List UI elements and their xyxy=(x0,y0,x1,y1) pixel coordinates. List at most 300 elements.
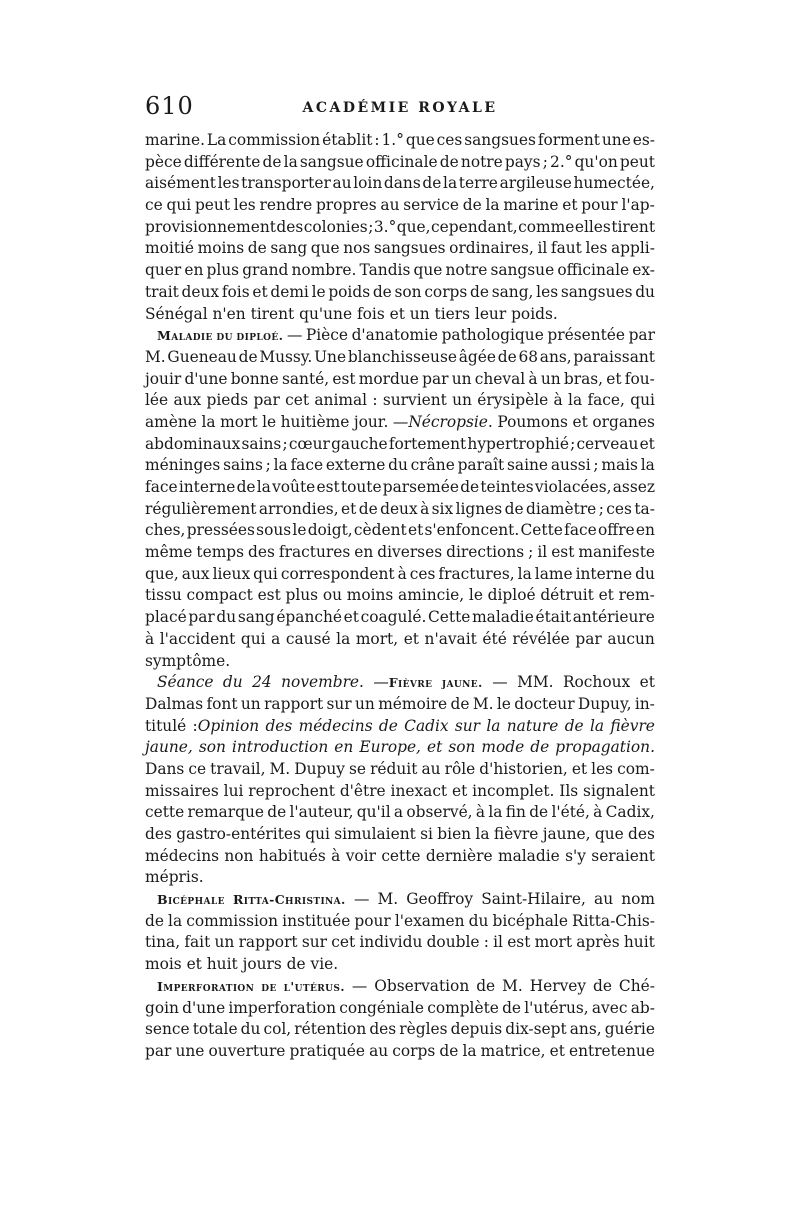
word: col, xyxy=(263,1020,292,1039)
word: Une xyxy=(314,347,347,366)
word: Dupuy, xyxy=(577,694,632,713)
word: qui xyxy=(305,825,330,843)
word: Tandis xyxy=(359,261,411,280)
word: au xyxy=(421,759,441,778)
word: officinale xyxy=(365,152,438,171)
word: différente xyxy=(183,152,261,171)
word: fractures xyxy=(278,543,351,562)
word: si xyxy=(420,825,433,843)
word: et xyxy=(606,369,622,388)
word: M. xyxy=(502,976,523,995)
word: érysipèle xyxy=(477,391,549,410)
word: Gueneau xyxy=(167,347,237,366)
text-line xyxy=(145,998,655,1020)
word: révélée xyxy=(512,629,570,648)
text-run: Sénégal n'en tirent qu'une fois et un tiers leur poids. xyxy=(145,304,558,323)
word: que xyxy=(310,239,340,258)
word: Dalmas xyxy=(145,694,204,713)
text-line xyxy=(145,759,655,781)
word: hypertrophié xyxy=(467,434,569,453)
word: sains xyxy=(241,434,282,453)
word: n'avait xyxy=(424,629,477,648)
word: son xyxy=(448,738,476,757)
word: moins xyxy=(197,239,245,258)
word: sous xyxy=(256,521,292,540)
word: ce xyxy=(145,196,163,215)
word: notre xyxy=(445,261,488,280)
word: du xyxy=(388,456,408,475)
word: des xyxy=(145,825,172,843)
word: — xyxy=(286,326,303,345)
word: terre xyxy=(458,174,498,193)
text-line xyxy=(145,152,655,174)
word: cet xyxy=(285,391,310,410)
word: fièvre xyxy=(493,825,539,843)
text-line xyxy=(145,260,655,282)
word: ches, xyxy=(145,521,186,540)
word: interne xyxy=(178,478,236,496)
word: la xyxy=(273,456,288,475)
word: l'utérus. xyxy=(283,978,345,994)
word: à xyxy=(475,803,486,822)
running-head: ACADÉMIE ROYALE xyxy=(302,100,498,116)
word: en xyxy=(334,738,354,757)
word: de xyxy=(450,694,470,713)
word: le xyxy=(311,282,326,301)
word: de xyxy=(593,976,612,995)
word: 2.° xyxy=(550,152,573,171)
word: depuis xyxy=(450,1020,503,1039)
text-line xyxy=(145,499,655,521)
word: mort xyxy=(534,933,573,952)
word: lui xyxy=(223,781,244,800)
word: médecins xyxy=(298,716,373,735)
word: assez xyxy=(612,478,655,496)
word: peut xyxy=(619,152,655,171)
word: toute xyxy=(340,478,382,496)
word: son xyxy=(394,282,422,301)
word: qu'il xyxy=(356,803,391,822)
word: au xyxy=(380,196,400,215)
word: au xyxy=(369,1041,389,1060)
text-run: symptôme. xyxy=(145,651,231,670)
word: — xyxy=(351,976,368,995)
word: doigt, xyxy=(307,521,353,540)
text-run: mépris. xyxy=(145,868,204,887)
word: se xyxy=(349,759,367,778)
word: rapport xyxy=(238,933,298,952)
word: des xyxy=(265,716,293,735)
word: rétention xyxy=(294,1020,367,1039)
word: de xyxy=(238,347,258,366)
word: gastro-entérites xyxy=(176,825,301,843)
word: même xyxy=(145,543,193,562)
word: pays xyxy=(504,152,541,171)
word: rem- xyxy=(618,586,655,605)
word: fin xyxy=(505,803,526,822)
word: ; xyxy=(528,543,534,562)
word: officinale xyxy=(557,261,630,280)
word: maladie xyxy=(497,846,560,865)
word: fois xyxy=(221,282,250,301)
word: la xyxy=(256,478,271,496)
word: Cadix xyxy=(404,716,449,735)
word: huit xyxy=(623,933,655,952)
word: antérieure xyxy=(572,608,655,627)
word: sur xyxy=(454,716,481,735)
word: Hervey xyxy=(529,976,587,995)
word: du xyxy=(216,608,237,627)
word: la xyxy=(475,825,490,843)
word: animal xyxy=(314,391,368,410)
word: cette xyxy=(145,803,185,822)
word: était xyxy=(535,608,572,627)
word: est xyxy=(257,586,281,605)
word: ordinaires, xyxy=(449,239,534,258)
word: lame xyxy=(534,564,573,583)
word: à xyxy=(331,846,341,865)
word: la xyxy=(640,456,655,475)
text-line xyxy=(145,369,655,391)
word: notre xyxy=(460,152,503,171)
word: teintes xyxy=(480,478,534,496)
word: ce xyxy=(188,759,207,778)
word: du xyxy=(635,282,655,301)
word: que, xyxy=(145,564,179,583)
word: 68 xyxy=(518,347,539,366)
word: ces xyxy=(409,564,436,583)
word: 1.° xyxy=(381,131,404,149)
word: parsemée xyxy=(382,478,459,496)
word: placé xyxy=(145,608,187,627)
word: propagation. xyxy=(555,738,655,757)
word: par xyxy=(628,326,655,345)
word: double xyxy=(426,933,480,952)
word: que xyxy=(594,825,624,843)
word: loin xyxy=(353,174,383,193)
word: M. xyxy=(145,347,166,366)
word: saine xyxy=(507,456,549,475)
word: sangsues xyxy=(560,282,633,301)
word: de xyxy=(378,716,398,735)
word: l'utérus, xyxy=(524,998,589,1017)
word: totale xyxy=(192,1020,238,1039)
word: la xyxy=(168,911,183,930)
word: plus xyxy=(285,586,319,605)
word: de xyxy=(529,803,549,822)
word: —Fièvre xyxy=(373,673,433,692)
word: de xyxy=(504,499,524,518)
text-line xyxy=(145,542,655,564)
word: diverses xyxy=(377,543,443,562)
word: la xyxy=(283,152,298,171)
word: deux xyxy=(181,282,220,301)
word: la xyxy=(568,391,583,410)
word: congéniale xyxy=(339,998,425,1017)
text-line xyxy=(145,672,655,694)
word: établit xyxy=(322,131,373,149)
text-line xyxy=(145,585,655,607)
word: reprochent xyxy=(248,781,335,800)
word: M. xyxy=(377,890,399,909)
word: ; xyxy=(265,456,271,475)
page-number: 610 xyxy=(145,92,194,120)
word: et xyxy=(639,673,655,692)
word: de xyxy=(502,998,522,1017)
word: que xyxy=(405,131,435,149)
text-line xyxy=(145,304,655,326)
text-line xyxy=(145,889,655,911)
word: de xyxy=(267,803,287,822)
text-line xyxy=(145,976,655,998)
text-line xyxy=(145,390,655,412)
word: seraient xyxy=(591,846,655,865)
word: en xyxy=(635,521,655,540)
word: à xyxy=(593,803,603,822)
text-line xyxy=(145,130,655,152)
word: des xyxy=(276,217,304,236)
word: de xyxy=(530,738,550,757)
word: et xyxy=(252,282,268,301)
word: de xyxy=(439,152,459,171)
word: instituée xyxy=(282,911,351,930)
word: fait xyxy=(184,933,211,952)
text-line xyxy=(145,629,655,651)
word: : xyxy=(483,933,489,952)
word: Cette xyxy=(520,521,563,540)
word: il xyxy=(493,933,503,952)
word: les xyxy=(591,759,614,778)
word: la xyxy=(336,629,351,648)
word: :Opinion xyxy=(192,716,260,735)
word: et xyxy=(403,629,419,648)
word: sang xyxy=(237,608,275,627)
word: individu xyxy=(359,933,423,952)
word: cerveau xyxy=(576,434,639,453)
word: sangsues xyxy=(373,239,446,258)
word: amincie, xyxy=(398,586,465,605)
word: d'une xyxy=(182,998,226,1017)
word: sangsues xyxy=(464,131,536,149)
word: l'examen xyxy=(394,911,465,930)
word: qui xyxy=(630,391,655,410)
text-line xyxy=(145,477,655,499)
word: in- xyxy=(634,694,655,713)
word: s'y xyxy=(565,846,586,865)
word: par xyxy=(145,1041,172,1060)
word: causé xyxy=(285,629,331,648)
word: pour xyxy=(581,196,618,215)
word: et xyxy=(426,738,443,757)
word: non xyxy=(224,846,254,865)
word: face xyxy=(564,521,597,540)
word: de xyxy=(460,478,480,496)
word: face xyxy=(290,456,324,475)
word: marine xyxy=(503,196,559,215)
word: des xyxy=(369,1020,397,1039)
word: Cadix, xyxy=(605,803,655,822)
word: cèdent xyxy=(353,521,407,540)
word: détruit xyxy=(540,586,594,605)
word: de xyxy=(358,499,378,518)
word: jaune, xyxy=(145,738,193,757)
word: paraît xyxy=(457,456,505,475)
word: M. xyxy=(269,759,291,778)
word: tirent xyxy=(611,217,655,236)
text-line xyxy=(145,347,655,369)
word: fractures, xyxy=(438,564,515,583)
word: interne xyxy=(575,564,633,583)
word: temps xyxy=(196,543,245,562)
word: de xyxy=(247,239,267,258)
word: habitués xyxy=(258,846,326,865)
word: Observation xyxy=(374,976,470,995)
word: crâne xyxy=(410,456,455,475)
word: Bicéphale xyxy=(157,892,225,908)
word: la xyxy=(488,803,503,822)
page-header xyxy=(145,92,655,126)
word: colonies xyxy=(303,217,368,236)
text-line xyxy=(145,824,655,846)
word: La xyxy=(206,131,227,149)
word: es- xyxy=(632,131,655,149)
word: pathologique xyxy=(441,326,544,345)
word: et xyxy=(343,608,359,627)
word: humectée, xyxy=(573,174,655,193)
word: M. xyxy=(472,694,494,713)
word: est xyxy=(332,369,356,388)
word: le xyxy=(468,586,483,605)
word: qui xyxy=(253,564,278,583)
word: de xyxy=(439,1041,459,1060)
word: est xyxy=(316,478,340,496)
text-line xyxy=(145,1019,655,1041)
word: offre xyxy=(598,521,635,540)
text-line xyxy=(145,846,655,868)
word: marine. xyxy=(145,131,205,149)
word: sence xyxy=(145,1020,190,1039)
word: par xyxy=(575,629,602,648)
text-line xyxy=(145,434,655,456)
word: nature xyxy=(506,716,559,735)
word: bonne xyxy=(230,369,279,388)
word: ex- xyxy=(632,261,655,280)
word: aisément xyxy=(145,174,216,193)
word: compact xyxy=(186,586,253,605)
word: —Nécropsie. xyxy=(392,412,493,431)
word: la xyxy=(462,1041,477,1060)
word: méninges xyxy=(145,456,221,475)
word: aux xyxy=(181,564,210,583)
word: à xyxy=(420,499,430,518)
text-line xyxy=(145,932,655,954)
text-line xyxy=(145,282,655,304)
word: sang, xyxy=(491,282,534,301)
word: elles xyxy=(574,217,611,236)
word: jaune, xyxy=(542,825,591,843)
word: amène xyxy=(145,412,197,431)
word: simulaient xyxy=(334,825,416,843)
word: ans, xyxy=(539,347,572,366)
word: la xyxy=(443,174,458,193)
word: âgée xyxy=(458,347,496,366)
word: qu'on xyxy=(574,152,618,171)
word: qui xyxy=(166,196,192,215)
word: MM. xyxy=(517,673,554,692)
word: trait xyxy=(145,282,179,301)
word: forment xyxy=(537,131,600,149)
word: fou- xyxy=(624,369,655,388)
word: cependant, xyxy=(431,217,518,236)
word: ou xyxy=(322,586,342,605)
word: gauche xyxy=(331,434,388,453)
word: jaune. xyxy=(441,675,483,691)
word: pratiquée xyxy=(289,1041,365,1060)
word: réduit xyxy=(370,759,418,778)
word: du xyxy=(222,673,243,692)
word: règles xyxy=(399,1020,448,1039)
word: le xyxy=(292,521,307,540)
word: qui xyxy=(240,629,266,648)
word: titulé xyxy=(145,716,187,735)
word: ; xyxy=(368,217,374,236)
word: lieux xyxy=(212,564,251,583)
word: grand xyxy=(242,261,289,280)
word: ; xyxy=(593,456,599,475)
word: Dupuy xyxy=(294,759,345,778)
word: Mussy. xyxy=(259,347,313,366)
word: inexact xyxy=(390,781,448,800)
text-line xyxy=(145,694,655,716)
word: face xyxy=(145,478,178,496)
word: un xyxy=(451,369,472,388)
word: et xyxy=(549,1041,565,1060)
word: le xyxy=(496,694,511,713)
word: mort xyxy=(220,412,258,431)
word: demi xyxy=(270,282,309,301)
word: un xyxy=(355,694,375,713)
word: face, xyxy=(587,391,625,410)
word: complète xyxy=(427,998,499,1017)
word: com- xyxy=(617,759,655,778)
word: des xyxy=(248,543,275,562)
word: missaires xyxy=(145,781,219,800)
word: du xyxy=(468,911,489,930)
word: une xyxy=(601,131,631,149)
text-line xyxy=(145,716,655,738)
word: la xyxy=(517,564,532,583)
word: les xyxy=(585,239,608,258)
word: de xyxy=(476,976,496,995)
word: sangsue xyxy=(490,261,555,280)
word: pieds xyxy=(206,391,249,410)
word: par xyxy=(253,391,280,410)
word: du xyxy=(635,564,655,583)
word: plus xyxy=(206,261,240,280)
word: ; xyxy=(542,152,548,171)
word: voir xyxy=(345,846,376,865)
word: Saint-Hilaire, xyxy=(481,890,586,909)
word: Séance xyxy=(157,673,214,692)
word: et xyxy=(341,499,357,518)
word: jouir xyxy=(145,369,182,388)
word: quer xyxy=(145,261,182,280)
word: manifeste xyxy=(578,543,655,562)
word: d'historien, xyxy=(479,759,568,778)
word: la xyxy=(589,716,605,735)
word: six xyxy=(431,499,454,518)
word: au xyxy=(332,174,352,193)
